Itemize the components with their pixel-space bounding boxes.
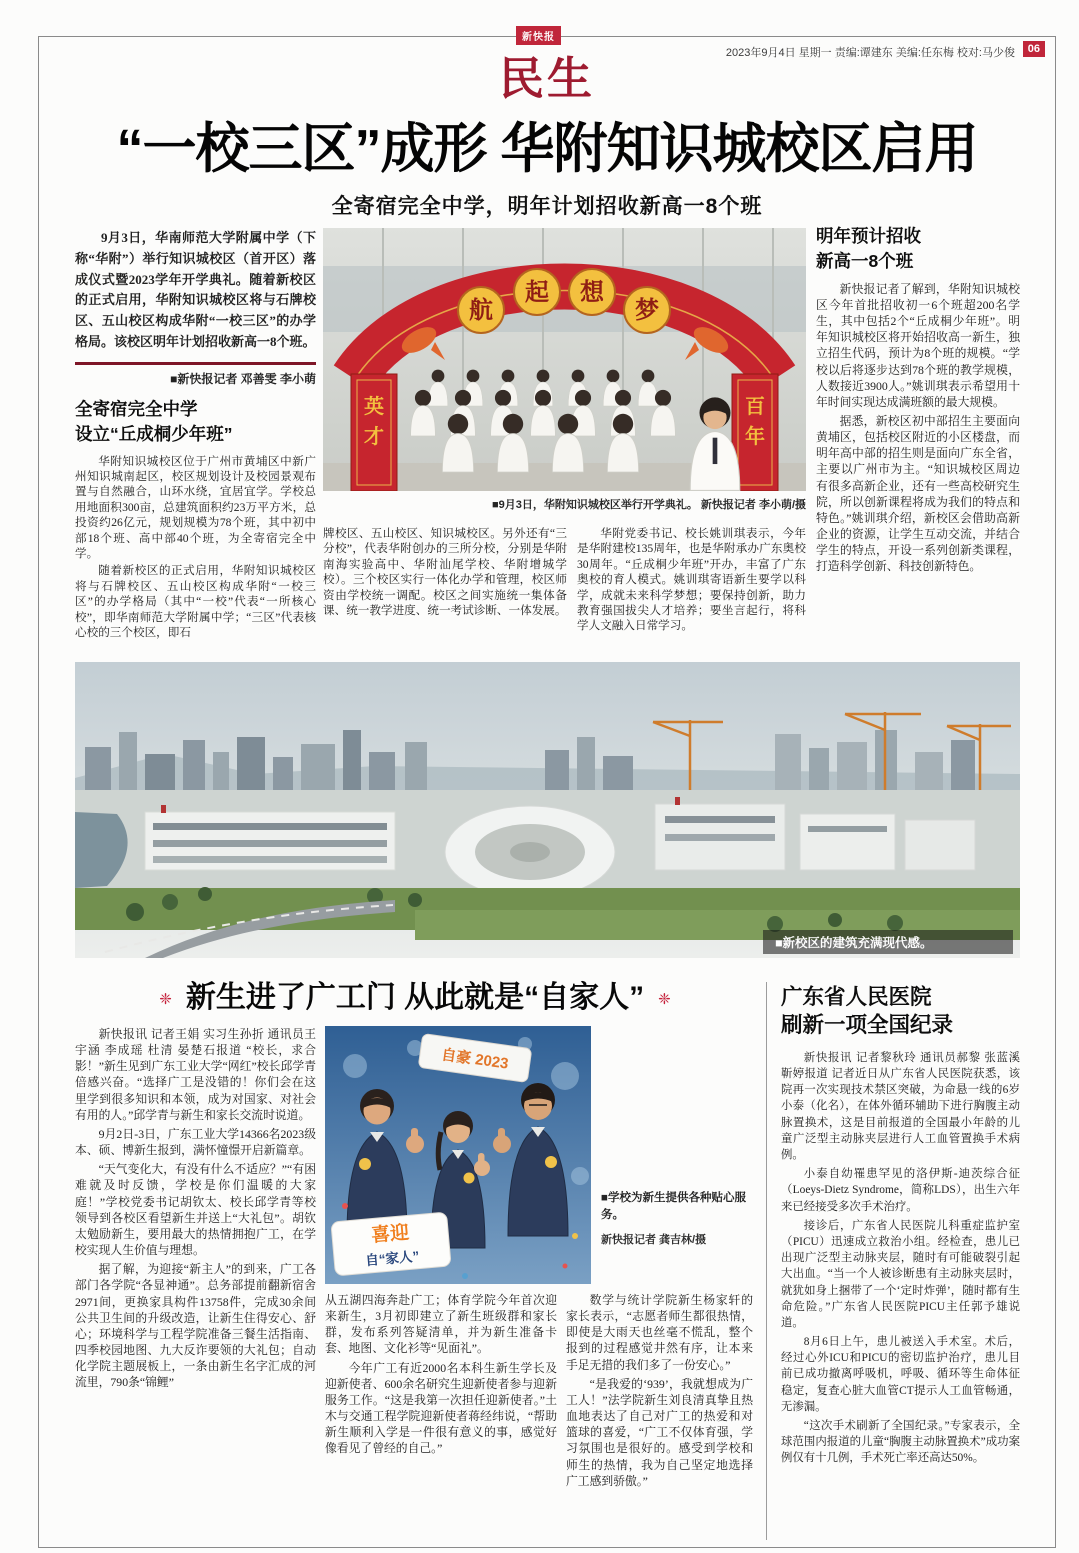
lead-mid-column-a — [323, 526, 567, 658]
body-paragraph: 新快报讯 记者王娟 实习生孙折 通讯员王宇涵 李成瑶 杜清 晏楚石报道 “校长，求合影！”新生见到广东工业大学“网红”校长邱学青倍感兴奋。“选择广工是没错的！你们会在这里学到很多知识和本领，成为对国家、对社会有用的人。”邱学青与新生和家长交流时说道。 — [75, 1027, 316, 1122]
aerial-campus-photo — [75, 662, 1020, 958]
body-paragraph: 8月6日上午，患儿被送入手术室。术后，经过心外ICU和PICU的密切监护治疗，患儿目前已成功撤离呼吸机，呼吸、循环等生命体征稳定，复查心脏大血管CT提示人工血管畅通，无渗漏。 — [781, 1336, 1020, 1413]
body-paragraph: 新快报讯 记者黎秋玲 通讯员郝黎 张蓝溪 靳婷报道 记者近日从广东省人民医院获悉，该院再一次实现技术禁区突破，为命悬一线的6岁小泰（化名），在体外循环辅助下进行胸腹主动脉置换术，这是目前报道的全国最小年龄的儿童广泛型主动脉夹层进行人工血管置换手术病例。 — [781, 1051, 1020, 1161]
prop-card-text: 自豪 2023 — [440, 1046, 510, 1073]
lead-right-column — [816, 224, 1020, 660]
body-paragraph: 新快报记者了解到，华附知识城校区今年首批招收初一6个班超200名学生，其中包括2个“丘成桐少年班”。明年知识城校区将开始招收高一新生，独立招生代码，预计为8个班的规模。“学校以后将逐步达到78个班的教学规模，人数接近3900人。”姚训琪表示希望用十年时间实现达成满班额的最大规模。 — [816, 281, 1020, 409]
pillar-char: 才 — [364, 426, 384, 448]
section2-subhead-line2: 新高一8个班 — [816, 251, 914, 272]
article2-headline — [75, 972, 755, 1016]
article3 — [781, 984, 1020, 1540]
welcome-sign — [331, 1212, 451, 1276]
body-paragraph: 9月2日-3日，广东工业大学14366名2023级本、硕、博新生报到，满怀憧憬开启新篇章。 — [75, 1126, 316, 1158]
section2-subhead-line1: 明年预计招收 — [816, 226, 921, 246]
body-paragraph: 小泰自幼罹患罕见的洛伊斯-迪茨综合征（Loeys-Dietz Syndrome，简称LDS），出生六年来已经接受多次手术治疗。 — [781, 1168, 1020, 1213]
section1-subhead-line1: 全寄宿完全中学 — [75, 398, 198, 419]
body-paragraph: “这次手术刷新了全国纪录。”专家表示，全球范围内报道的儿童“胸腹主动脉置换术”成功案例仅有十几例，手术死亡率还高达50%。 — [781, 1420, 1020, 1465]
section1-subhead — [75, 397, 316, 448]
page-number-badge: 06 — [1023, 41, 1045, 57]
body-paragraph: 从五湖四海奔赴广工；体育学院今年首次迎来新生，3月初即建立了新生班级群和家长群，发布系列答疑清单，并为新生准备卡套、地图、文化衫等“见面礼”。 — [325, 1293, 557, 1356]
headline-ornament-icon: ❈ — [159, 991, 172, 1009]
section-title: 民生 — [499, 53, 596, 104]
ceremony-photo — [323, 228, 806, 491]
students-photo-credit: 新快报记者 龚吉林/摄 — [601, 1233, 707, 1246]
body-paragraph: “是我爱的‘939’，我就想成为广工人！”法学院新生刘良清真挚且热血地表达了自己对广工的热爱和对篮球的喜爱，“广工不仅体育强，学习氛围也是很好的。感受到学校和师生的热情，我为自己坚定地选择广工感到骄傲。” — [566, 1376, 753, 1488]
dateline: 2023年9月4日 星期一 责编:谭建东 美编:任东梅 校对:马少俊 — [725, 47, 1015, 59]
students-photo — [325, 1026, 591, 1284]
banner-char: 起 — [525, 279, 549, 306]
main-headline: “一校三区”成形 华附知识城校区启用 — [116, 119, 978, 179]
lead-byline: ■新快报记者 邓善雯 李小萌 — [170, 371, 316, 386]
students-photo-caption-block — [601, 1190, 753, 1247]
pillar-char: 英 — [364, 396, 384, 418]
article2-column2 — [325, 1292, 557, 1540]
banner-char: 梦 — [635, 297, 659, 324]
pillar-char: 百 — [745, 396, 765, 418]
intro-paragraph: 9月3日，华南师范大学附属中学（下称“华附”）举行知识城校区（首开区）落成仪式暨2023学年开学典礼。随着新校区的正式启用，华附知识城校区将与石牌校区、五山校区构成华附“一校三区”的办学格局。该校区明年计划招收新高一8个班。 — [75, 230, 316, 349]
article2-column1 — [75, 1026, 316, 1540]
banner-char: 想 — [580, 279, 604, 306]
body-paragraph: 随着新校区的正式启用，华附知识城校区将与石牌校区、五山校区构成华附“一校三区”的办学格局（其中“一校”代表“一所核心校”，即华南师范大学附属中学；“三区”代表核心校的三个校区，即石 — [75, 564, 316, 639]
article-divider-rule — [766, 982, 767, 1540]
body-paragraph: 数学与统计学院新生杨家轩的家长表示，“志愿者师生都很热情，即使是大雨天也丝毫不慌乱，整个报到的过程感觉井然有序，让本来手足无措的我们多了一份安心。” — [566, 1293, 753, 1372]
body-paragraph: 华附知识城校区位于广州市黄埔区中新广州知识城南起区，校区规划设计及校园景观布置与自然融合，山环水绕，宜居宜学。学校总用地面积300亩，总建筑面积约23万平方米，总投资约26亿元，规划规模为78个班，其中初中部18个班、高中部40个班，为全寄宿完全中学。 — [75, 454, 316, 560]
students-photo-caption: ■学校为新生提供各种贴心服务。 — [601, 1192, 746, 1222]
article2-column3 — [566, 1292, 753, 1540]
body-paragraph: 今年广工有近2000名本科生新生学长及迎新使者、600余名研究生迎新使者参与迎新服务工作。“这是我第一次担任迎新使者。”土木与交通工程学院迎新使者蒋经纬说，“帮助新生顺利入学是一件很有意义的事，感觉好像看见了曾经的自己。” — [325, 1360, 557, 1456]
body-paragraph: 牌校区、五山校区、知识城校区。另外还有“三分校”，代表华附创办的三所分校，分别是华附南海实验高中、华附汕尾学校、华附增城学校）。三个校区实行一体化办学和管理，校区师资由学校统一调配。校区之间实施统一集体备课、统一教学进度、统一考试诊断、一体发展。 — [323, 527, 567, 618]
article3-headline-line1: 广东省人民医院 — [781, 985, 932, 1009]
banner-char: 航 — [469, 297, 493, 324]
lead-left-column — [75, 228, 316, 660]
section1-subhead-line2: 设立“丘成桐少年班” — [75, 424, 233, 445]
lead-mid-column-b — [577, 526, 806, 658]
headline-ornament-icon: ❈ — [658, 991, 671, 1009]
body-paragraph: 据了解，为迎接“新主人”的到来，广工各部门各学院“各显神通”。总务部提前翻新宿舍2971间，更换家具构件13758件，完成30余间公共卫生间的升级改造，让新生住得安心、舒心；环境科学与工程学院准备三餐生活指南、四季校园地图、九大反诈要领的大礼包；自动化学院主题展板上，一条由新生名字汇成的河流里，790条“锦鲤” — [75, 1262, 316, 1390]
body-paragraph: “天气变化大，有没有什么不适应？”“有困难就及时反馈，学校是你们温暖的大家庭！”学校党委书记胡钦太、校长邱学青等校领导到各校区看望新生并送上“大礼包”。胡钦太勉励新生，要用最大的热情拥抱广工，在学校实现人生价值与理想。 — [75, 1162, 316, 1258]
pillar-char: 年 — [745, 426, 765, 448]
body-paragraph: 据悉，新校区初中部招生主要面向黄埔区，包括校区附近的小区楼盘，而明年高中部的招生则是面向广东全省，主要以广州市为主。“知识城校区周边有很多高新企业，还有一些高校研究生院，所以创新课程将成为我们的特点和特色。”姚训琪介绍，新校区会借助高新企业的资源，让学生互动交流，并结合学生的特点，开设一系列创新类课程，打造科学创新、科技创新特色。 — [816, 414, 1020, 574]
newspaper-logo: 新快报 — [516, 26, 561, 45]
article3-headline-line2: 刷新一项全国纪录 — [781, 1012, 954, 1037]
ceremony-photo-caption: ■9月3日，华附知识城校区举行开学典礼。 新快报记者 李小萌/摄 — [491, 499, 806, 511]
body-paragraph: 华附党委书记、校长姚训琪表示，今年是华附建校135周年，也是华附承办广东奥校30周年。“丘成桐少年班”开办，丰富了广东奥校的育人模式。姚训琪寄语新生要学以科学，成就未来科学梦想；要保持创新，助力教育强国拔尖人才培养；要坐言起行，将科学人文融入日常学习。 — [577, 527, 806, 633]
article3-headline — [781, 984, 1020, 1040]
section2-subhead — [816, 224, 1020, 275]
byline-divider — [75, 362, 316, 365]
welcome-sign-line1: 喜迎 — [370, 1222, 411, 1247]
aerial-photo-caption: ■新校区的建筑充满现代感。 — [775, 936, 933, 950]
sub-headline: 全寄宿完全中学，明年计划招收新高一8个班 — [331, 195, 763, 218]
article2-headline-text: 新生进了广工门 从此就是“自家人” — [185, 981, 645, 1014]
welcome-sign-line2: 自“家人” — [364, 1248, 420, 1269]
aerial-caption-overlay — [763, 930, 1013, 954]
body-paragraph: 接诊后，广东省人民医院儿科重症监护室（PICU）迅速成立救治小组。经检查，患儿已出现广泛型主动脉夹层，随时有可能破裂引起大出血。“当一个人被诊断患有主动脉夹层时，就犹如身上捆带了一个‘定时炸弹’，随时都有生命危险。”广东省人民医院PICU主任郭予雄说道。 — [781, 1219, 1020, 1329]
